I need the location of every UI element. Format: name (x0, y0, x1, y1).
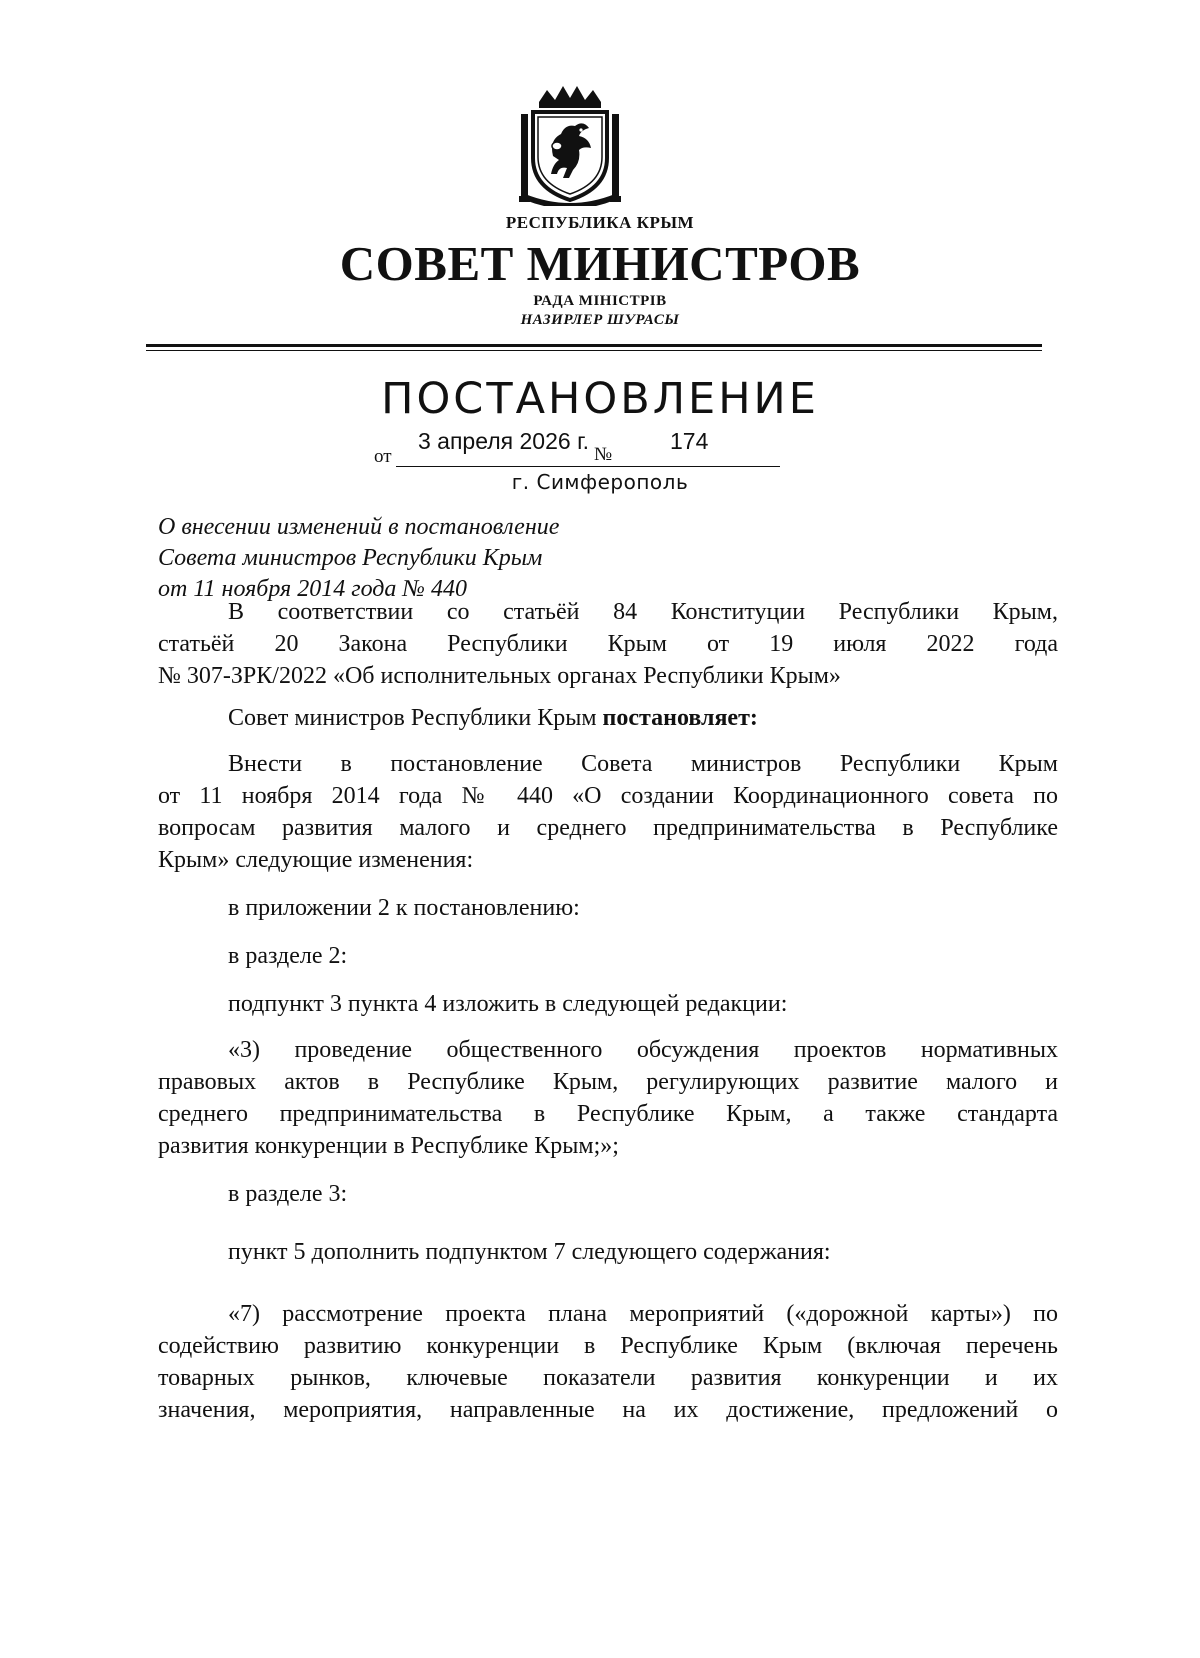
decree-date-number (374, 428, 780, 468)
crimea-coat-of-arms-icon (519, 84, 621, 206)
council-title-ukrainian: РАДА МІНІСТРІВ (533, 293, 667, 309)
subject-line: Совета министров Республики Крым (158, 545, 543, 571)
paragraph-line: статьёй 20 Закона Республики Крым от 19 июля 2022 года (158, 631, 1058, 657)
paragraph-line: Крым» следующие изменения: (158, 847, 474, 873)
paragraph-subpoint: подпункт 3 пункта 4 изложить в следующей редакции: (228, 991, 788, 1017)
paragraph-section-2: в разделе 2: (228, 943, 348, 969)
paragraph-line: развития конкуренции в Республике Крым;»; (158, 1133, 619, 1159)
council-title: СОВЕТ МИНИСТРОВ (339, 236, 861, 291)
paragraph-line: «3) проведение общественного обсуждения проектов нормативных (228, 1037, 1058, 1063)
paragraph-quote-3 (158, 1034, 1058, 1162)
paragraph-line: содействию развитию конкуренции в Республике Крым (включая перечень (158, 1333, 1058, 1359)
paragraph-line: от 11 ноября 2014 года № 440 «О создании Координационного совета по (158, 783, 1058, 809)
document-subject (158, 512, 858, 605)
number-sign: № (594, 444, 613, 465)
paragraph-line: В соответствии со статьёй 84 Конституции Республики Крым, (228, 599, 1058, 625)
date-underline (396, 466, 780, 467)
paragraph-line: среднего предпринимательства в Республике Крым, а также стандарта (158, 1101, 1058, 1127)
resolves-bold: постановляет: (602, 705, 758, 731)
decree-number: 174 (670, 428, 709, 454)
paragraph-section-3: в разделе 3: (228, 1181, 348, 1207)
document-type-title: ПОСТАНОВЛЕНИЕ (381, 374, 819, 424)
subject-line: О внесении изменений в постановление (158, 514, 560, 540)
paragraph-amendment-intro (158, 748, 1058, 876)
paragraph-point-5: пункт 5 дополнить подпунктом 7 следующего содержания: (228, 1239, 831, 1265)
paragraph-appendix: в приложении 2 к постановлению: (228, 895, 580, 921)
issue-city: г. Симферополь (511, 470, 689, 494)
header-divider-thin (146, 350, 1042, 351)
paragraph-line: вопросам развития малого и среднего предпринимательства в Республике (158, 815, 1058, 841)
council-title-crimean-tatar: НАЗИРЛЕР ШУРАСЫ (520, 312, 680, 328)
paragraph-quote-7 (158, 1298, 1058, 1426)
resolves-text: Совет министров Республики Крым (228, 705, 603, 731)
paragraph-resolves (228, 702, 758, 734)
paragraph-line: № 307-ЗРК/2022 «Об исполнительных органах Республики Крым» (158, 663, 841, 689)
paragraph-line: товарных рынков, ключевые показатели развития конкуренции и их (158, 1365, 1058, 1391)
paragraph-line: значения, мероприятия, направленные на их достижение, предложений о (158, 1397, 1058, 1423)
republic-name: РЕСПУБЛИКА КРЫМ (505, 213, 695, 232)
subject-line: от 11 ноября 2014 года № 440 (158, 576, 468, 602)
date-prefix: от (374, 446, 392, 467)
paragraph-line: правовых актов в Республике Крым, регулирующих развитие малого и (158, 1069, 1058, 1095)
paragraph-legal-basis (158, 596, 1058, 692)
paragraph-line: «7) рассмотрение проекта плана мероприятий («дорожной карты») по (228, 1301, 1058, 1327)
decree-date: 3 апреля 2026 г. (418, 428, 590, 454)
paragraph-line: Внести в постановление Совета министров Республики Крым (228, 751, 1058, 777)
header-divider (146, 344, 1042, 347)
